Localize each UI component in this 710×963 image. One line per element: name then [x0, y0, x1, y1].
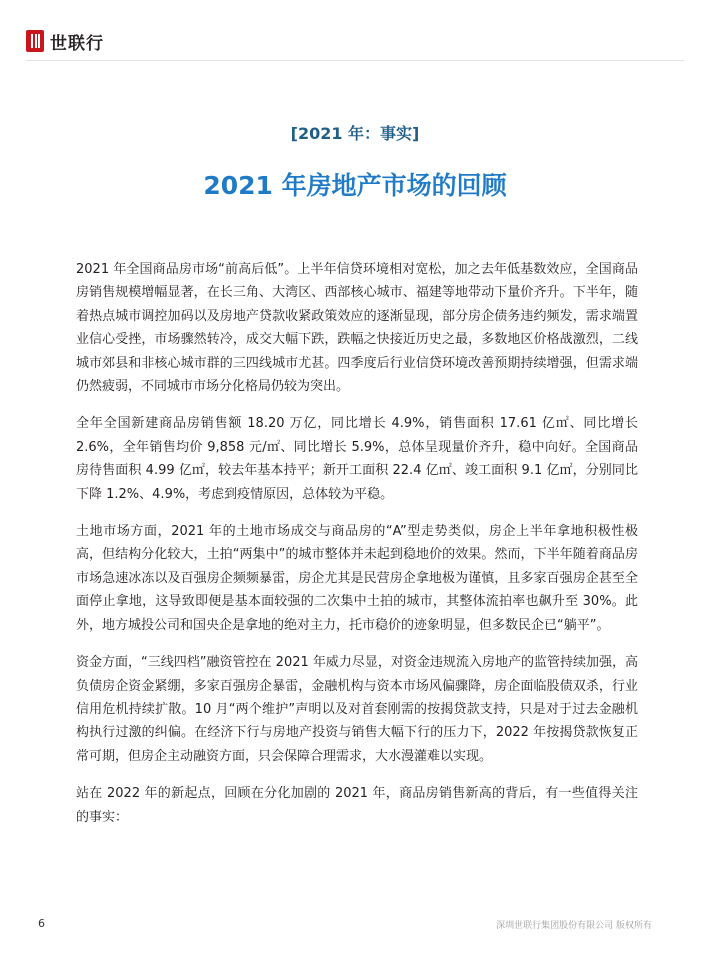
copyright-notice: 深圳世联行集团股份有限公司 版权所有	[496, 921, 652, 931]
paragraph-funding: 资金方面，“三线四档”融资管控在 2021 年威力尽显，对资金违规流入房地产的监管持续加强，高负债房企资金紧绷，多家百强房企暴雷，金融机构与资本市场风偏骤降，房企面临股债双杀，行业信用危机持续扩散。10 月“两个维护”声明以及对首套刚需的按揭贷款支持，只是对于过去金融机构执行过激的纠偏。在经济下行与房地产投资与销售大幅下行的压力下，2022 年按揭贷款恢复正常可期，但房企主动融资方面，只会保障合理需求，大水漫灌难以实现。	[76, 655, 638, 764]
logo-text: 世联行	[50, 33, 104, 54]
logo-mark-icon	[26, 30, 44, 52]
paragraph-outlook: 站在 2022 年的新起点，回顾在分化加剧的 2021 年，商品房销售新高的背后，有一些值得关注的事实：	[76, 786, 638, 825]
section-subtitle: [2021 年：事实]	[290, 124, 420, 143]
paragraph-sales-data: 全年全国新建商品房销售额 18.20 万亿，同比增长 4.9%，销售面积 17.61 亿㎡、同比增长 2.6%，全年销售均价 9,858 元/㎡、同比增长 5.9%，总体呈现量价齐升，稳中向好。全国商品房待售面积 4.99 亿㎡，较去年基本持平；新开工面积 22.4 亿㎡、竣工面积 9.1 亿㎡，分别同比下降 1.2%、4.9%，考虑到疫情原因，总体较为平稳。	[76, 416, 638, 502]
header	[26, 30, 104, 52]
page-title: 2021 年房地产市场的回顾	[203, 171, 507, 200]
header-divider	[26, 60, 684, 61]
page-number: 6	[38, 917, 45, 930]
paragraph-market-overview: 2021 年全国商品房市场“前高后低”。上半年信贷环境相对宽松，加之去年低基数效应，全国商品房销售规模增幅显著，在长三角、大湾区、西部核心城市、福建等地带动下量价齐升。下半年，随着热点城市调控加码以及房地产贷款收紧政策效应的逐渐显现，部分房企债务违约频发，需求端置业信心受挫，市场骤然转冷，成交大幅下跌，跌幅之快接近历史之最，多数地区价格战激烈，二线城市郊县和非核心城市群的三四线城市尤甚。四季度后行业信贷环境改善预期持续增强，但需求端仍然疲弱，不同城市市场分化格局仍较为突出。	[76, 262, 638, 395]
body-content	[76, 258, 638, 843]
paragraph-land-market: 土地市场方面，2021 年的土地市场成交与商品房的“A”型走势类似，房企上半年拿地积极性极高，但结构分化较大，土拍“两集中”的城市整体并未起到稳地价的效果。然而，下半年随着商品房市场急速冰冻以及百强房企频频暴雷，房企尤其是民营房企拿地极为谨慎，且多家百强房企甚至全面停止拿地，这导致即便是基本面较强的二次集中土拍的城市，其整体流拍率也飙升至 30%。此外，地方城投公司和国央企是拿地的绝对主力，托市稳价的迹象明显，但多数民企已“躺平”。	[76, 524, 638, 633]
